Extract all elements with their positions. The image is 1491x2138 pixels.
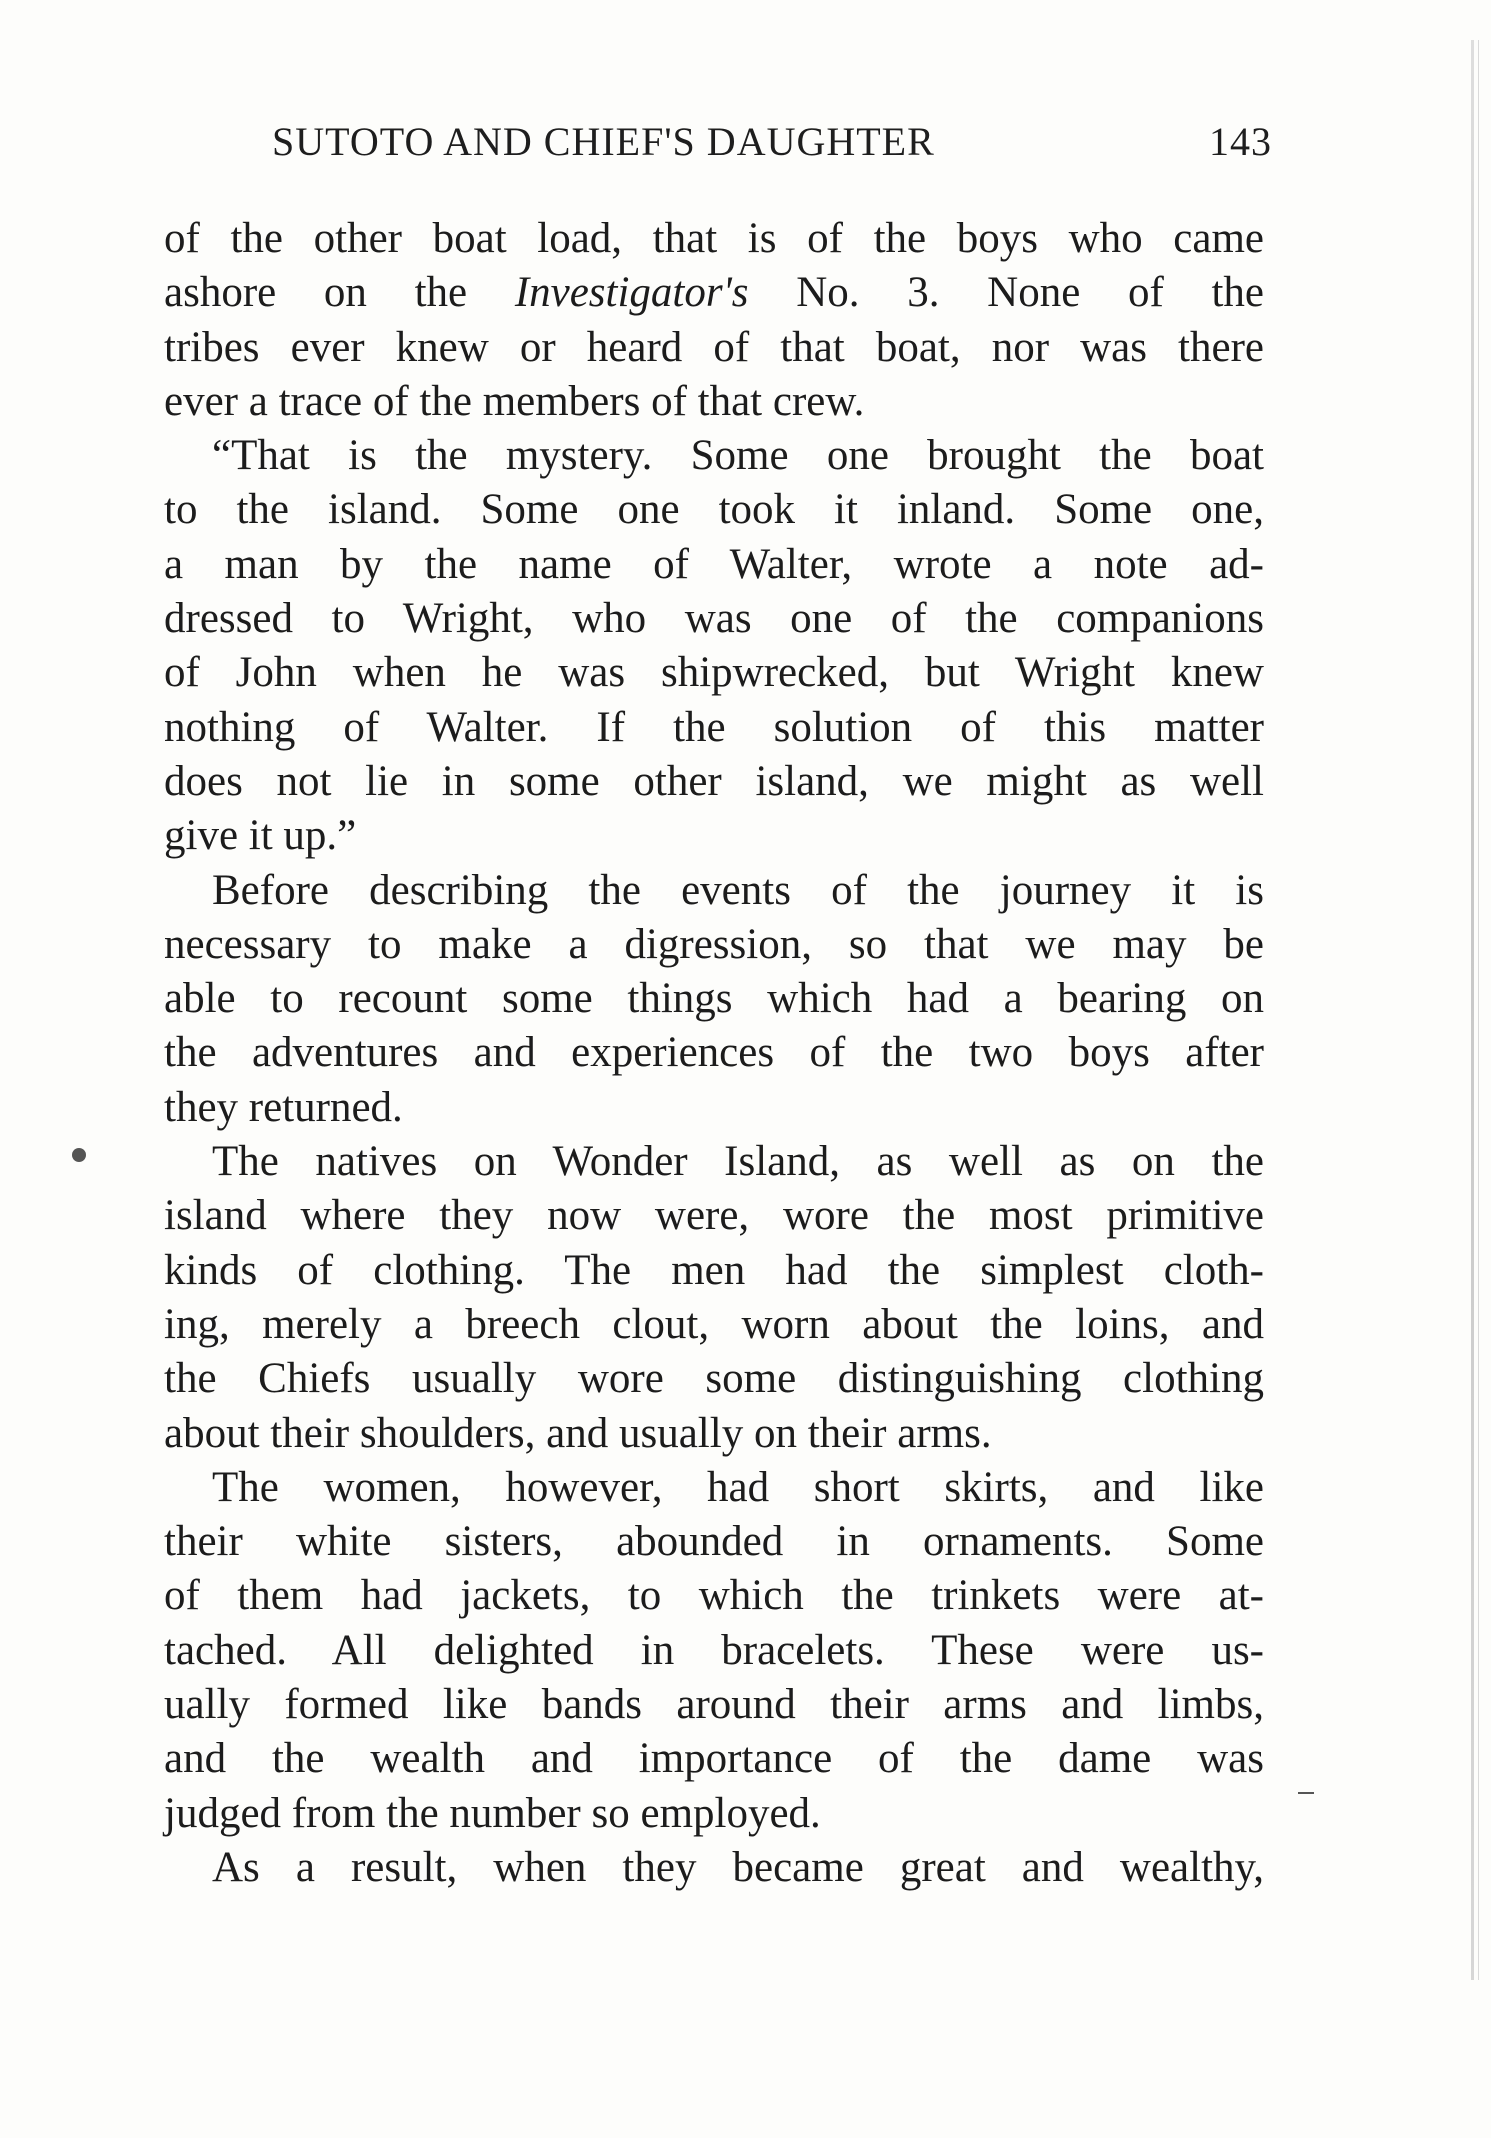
text-line: The natives on Wonder Island, as well as on the: [212, 1138, 1264, 1186]
text-line: ually formed like bands around their arms and limbs,: [164, 1681, 1264, 1729]
text-line: of John when he was shipwrecked, but Wright knew: [164, 649, 1264, 697]
body-text: [164, 212, 1264, 1895]
margin-dash-mark: [1298, 1792, 1314, 1794]
text-segment: No. 3. None of the: [748, 269, 1264, 317]
text-line: [164, 266, 1264, 320]
text-line: As a result, when they became great and wealthy,: [212, 1843, 1264, 1891]
text-line: judged from the number so employed.: [164, 1789, 821, 1837]
text-line: island where they now were, wore the most primitive: [164, 1192, 1264, 1240]
text-line: dressed to Wright, who was one of the companions: [164, 595, 1264, 643]
text-line: give it up.”: [164, 812, 357, 860]
text-line: they returned.: [164, 1083, 403, 1131]
running-header: [272, 118, 1272, 174]
text-line: the Chiefs usually wore some distinguishing clothing: [164, 1355, 1264, 1403]
running-title: SUTOTO AND CHIEF'S DAUGHTER: [272, 119, 935, 164]
text-line: their white sisters, abounded in ornaments. Some: [164, 1518, 1264, 1566]
text-line: ever a trace of the members of that crew.: [164, 377, 865, 425]
text-segment: ashore on the: [164, 269, 515, 317]
text-line: The women, however, had short skirts, and like: [212, 1463, 1264, 1511]
text-line: “That is the mystery. Some one brought the boat: [212, 432, 1264, 480]
text-line: ing, merely a breech clout, worn about the loins, and: [164, 1300, 1264, 1348]
text-line: a man by the name of Walter, wrote a note ad-: [164, 540, 1264, 588]
page-number: 143: [1209, 119, 1272, 164]
text-line: does not lie in some other island, we might as well: [164, 757, 1264, 805]
text-line: nothing of Walter. If the solution of this matter: [164, 703, 1264, 751]
text-line: of the other boat load, that is of the boys who came: [164, 215, 1264, 262]
text-line: to the island. Some one took it inland. Some one,: [164, 486, 1264, 534]
text-line: tribes ever knew or heard of that boat, nor was there: [164, 323, 1264, 371]
italic-ship-name: Investigator's: [514, 269, 749, 317]
text-line: and the wealth and importance of the dame was: [164, 1735, 1264, 1783]
page-edge-shadow: [1471, 40, 1474, 1980]
text-line: kinds of clothing. The men had the simplest cloth-: [164, 1246, 1264, 1294]
text-line: Before describing the events of the journey it is: [212, 866, 1264, 914]
ink-blot-mark: [72, 1148, 86, 1162]
text-line: necessary to make a digression, so that we may be: [164, 920, 1264, 968]
text-line: tached. All delighted in bracelets. These were us-: [164, 1626, 1264, 1674]
text-line: of them had jackets, to which the trinkets were at-: [164, 1572, 1264, 1620]
page-edge-line: [1478, 40, 1479, 1980]
text-line: about their shoulders, and usually on their arms.: [164, 1409, 992, 1457]
text-line: able to recount some things which had a bearing on: [164, 975, 1264, 1023]
text-line: the adventures and experiences of the two boys after: [164, 1029, 1264, 1077]
